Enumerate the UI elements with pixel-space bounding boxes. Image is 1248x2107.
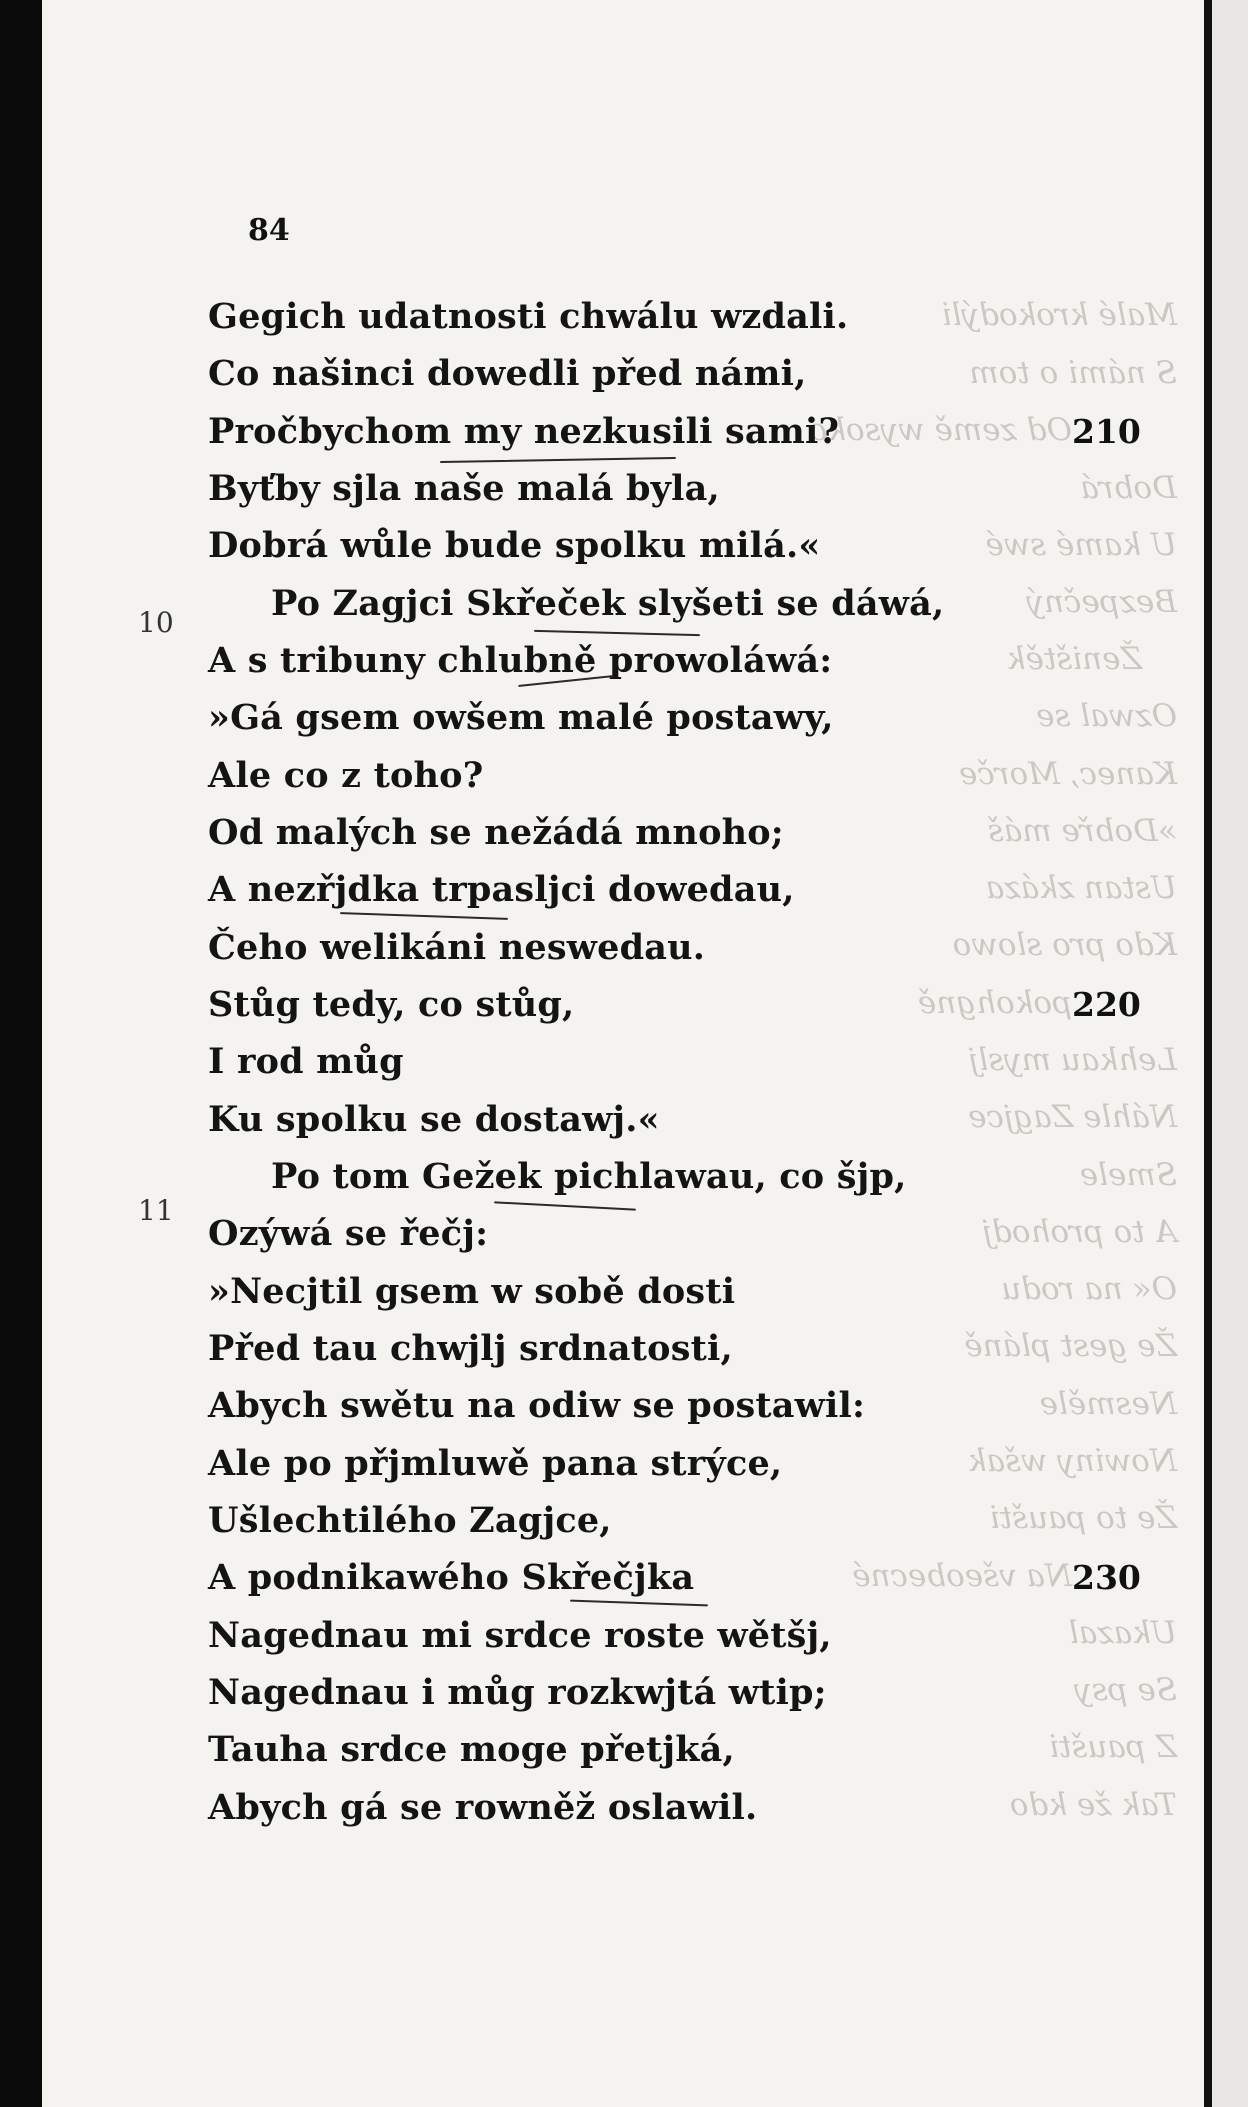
bleed-line: Malé krokodýli [941,297,1177,333]
verse-line: Byťby sjla naše malá byla, [208,468,720,509]
verse-line: I rod můg [208,1041,404,1082]
margin-annotation: 11 [138,1194,174,1227]
bleed-line: Se psy [1074,1672,1177,1708]
bleed-line: S námi o tom [969,355,1177,391]
verse-line: »Gá gsem owšem malé postawy, [208,697,834,738]
bleed-line: pokohgně [917,985,1072,1021]
verse-line: Ozýwá se řečj: [208,1213,489,1254]
bleed-line: Ozwal se [1036,698,1177,734]
margin-annotation: 10 [138,606,174,639]
verse-line: Dobrá wůle bude spolku milá.« [208,525,821,566]
bleed-line: Kanec, Morče [959,756,1177,792]
bleed-line: Ustan zkáza [985,870,1177,906]
verse-line: Ku spolku se dostawj.« [208,1099,660,1140]
bleed-line: Ženištěk [1006,641,1142,677]
verse-line: Ale co z toho? [208,755,484,796]
verse-line: A podnikawého Skřečjka [208,1557,695,1598]
bleed-line: »Dobře máš [987,813,1177,849]
bleed-line: Lehkau myslj [968,1042,1177,1078]
bleed-line: A to prohodj [982,1214,1177,1250]
bleed-line: O« na rodu [1001,1271,1177,1307]
verse-line: Abych swětu na odiw se postawil: [208,1385,866,1426]
verse-line: Po Zagjci Skřeček slyšeti se dáwá, [271,583,945,624]
bleed-line: Na všeobecné [852,1558,1072,1594]
page-number: 84 [248,213,290,248]
verse-line: Ušlechtilého Zagjce, [208,1500,612,1541]
line-number: 230 [1072,1558,1141,1597]
verse-line: Od malých se nežádá mnoho; [208,812,784,853]
verse-line: Nagednau i můg rozkwjtá wtip; [208,1672,827,1713]
verse-line: Po tom Gežek pichlawau, co šjp, [271,1156,907,1197]
verse-line: A nezřjdka trpasljci dowedau, [208,869,795,910]
verse-line: Stůg tedy, co stůg, [208,984,575,1025]
bleed-line: Z paušti [1049,1729,1177,1765]
verse-line: Gegich udatnosti chwálu wzdali. [208,296,849,337]
verse-line: »Necjtil gsem w sobě dosti [208,1271,736,1312]
bleed-line: Nowiny wšak [967,1443,1177,1479]
poem-text [42,0,1204,2107]
book-page [42,0,1204,2107]
bleed-line: Bezpečný [1026,584,1177,620]
verse-line: A s tribuny chlubně prowoláwá: [208,640,833,681]
line-number: 210 [1072,412,1141,451]
bleed-line: Smele [1079,1157,1177,1193]
bleed-line: Kdo pro slowo [952,927,1177,963]
bleed-line: Ukazal [1068,1615,1177,1651]
facing-page-edge [1212,0,1248,2107]
verse-line: Tauha srdce moge přetjká, [208,1729,735,1770]
verse-line: Abych gá se rowněž oslawil. [208,1787,758,1828]
bleed-line: Nesměle [1039,1386,1177,1422]
bleed-line: Náhle Zagjce [968,1099,1177,1135]
verse-line: Před tau chwjlj srdnatosti, [208,1328,733,1369]
bleed-line: Že gest pláně [964,1328,1177,1364]
bleed-line: U kamé swé [985,527,1177,563]
bleed-line: Tak že kdo [1009,1787,1177,1823]
verse-line: Čeho welikáni neswedau. [208,927,706,968]
verse-line: Pročbychom my nezkusili sami? [208,411,840,452]
line-number: 220 [1072,985,1141,1024]
verse-line: Co našinci dowedli před námi, [208,353,807,394]
verse-line: Nagednau mi srdce roste wětšj, [208,1615,832,1656]
verse-line: Ale po přjmluwě pana strýce, [208,1443,783,1484]
bleed-line: Od země wysoko [808,412,1072,448]
bleed-line: Že to paušti [989,1500,1177,1536]
bleed-line: Dobrá [1080,470,1177,506]
